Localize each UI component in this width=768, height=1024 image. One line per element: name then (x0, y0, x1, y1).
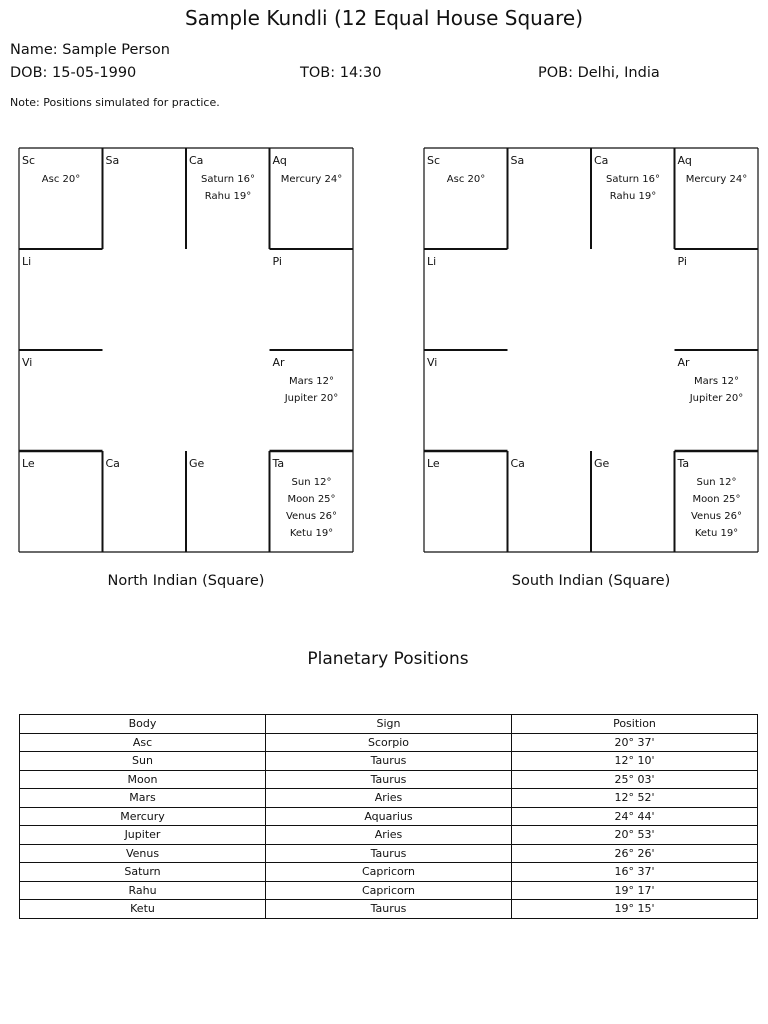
table-row (20, 826, 758, 845)
sign-cell: Taurus (266, 844, 512, 863)
house-sign-label: Ca (189, 154, 204, 167)
sign-cell: Scorpio (266, 733, 512, 752)
sign-cell: Capricorn (266, 881, 512, 900)
table-row (20, 733, 758, 752)
house-sign-label: Sa (105, 154, 120, 167)
position-cell: 19° 15' (512, 900, 758, 919)
planet-entry: Moon 25° (287, 494, 336, 505)
table-title: Planetary Positions (307, 649, 469, 669)
sign-cell: Taurus (266, 770, 512, 789)
body-cell: Saturn (20, 863, 266, 882)
planet-entry: Mercury 24° (685, 174, 748, 185)
body-cell: Rahu (20, 881, 266, 900)
house-sign-label: Li (22, 255, 32, 268)
planet-entry: Mercury 24° (280, 174, 343, 185)
position-cell: 20° 37' (512, 733, 758, 752)
house-sign-label: Aq (272, 154, 287, 167)
sign-cell: Aries (266, 826, 512, 845)
house-sign-label: Pi (677, 255, 687, 268)
planet-entry: Rahu 19° (609, 191, 657, 202)
table-row (20, 789, 758, 808)
position-cell: 25° 03' (512, 770, 758, 789)
sign-cell: Aries (266, 789, 512, 808)
position-cell: 26° 26' (512, 844, 758, 863)
page-title: Sample Kundli (12 Equal House Square) (184, 6, 584, 30)
planet-entry: Sun 12° (291, 477, 332, 488)
planet-entry: Mars 12° (289, 376, 334, 387)
sign-cell: Taurus (266, 752, 512, 771)
planet-entry: Venus 26° (690, 511, 742, 522)
house-sign-label: Sa (510, 154, 525, 167)
table-row (20, 900, 758, 919)
house-sign-label: Ar (272, 356, 285, 369)
house-sign-label: Ca (594, 154, 609, 167)
house-sign-label: Ge (594, 457, 610, 470)
planet-entry: Ketu 19° (694, 528, 739, 539)
planet-entry: Asc 20° (41, 174, 81, 185)
planet-entry: Saturn 16° (201, 174, 255, 185)
house-sign-label: Aq (677, 154, 692, 167)
body-cell: Asc (20, 733, 266, 752)
house-sign-label: Li (427, 255, 437, 268)
house-sign-label: Ge (189, 457, 205, 470)
planet-entry: Asc 20° (446, 174, 486, 185)
position-cell: 19° 17' (512, 881, 758, 900)
south-indian-caption: South Indian (Square) (511, 573, 671, 589)
body-cell: Sun (20, 752, 266, 771)
north-indian-chart (19, 148, 353, 552)
house-sign-label: Ca (510, 457, 525, 470)
table-row (20, 881, 758, 900)
house-sign-label: Sc (427, 154, 441, 167)
house-sign-label: Le (22, 457, 35, 470)
body-cell: Mars (20, 789, 266, 808)
column-header-position: Position (512, 715, 758, 734)
planet-entry: Saturn 16° (606, 174, 660, 185)
body-cell: Moon (20, 770, 266, 789)
position-cell: 12° 52' (512, 789, 758, 808)
body-cell: Jupiter (20, 826, 266, 845)
table-row (20, 807, 758, 826)
north-indian-caption: North Indian (Square) (107, 573, 265, 589)
column-header-body: Body (20, 715, 266, 734)
table-header-row (20, 715, 758, 734)
house-sign-label: Vi (22, 356, 33, 369)
sign-cell: Taurus (266, 900, 512, 919)
planet-entry: Venus 26° (285, 511, 337, 522)
pob-field: POB: Delhi, India (538, 65, 660, 81)
house-sign-label: Le (427, 457, 440, 470)
sign-cell: Aquarius (266, 807, 512, 826)
table-row (20, 863, 758, 882)
table-row (20, 844, 758, 863)
body-cell: Ketu (20, 900, 266, 919)
house-sign-label: Ta (677, 457, 690, 470)
planetary-positions-table (19, 714, 758, 919)
planet-entry: Sun 12° (696, 477, 737, 488)
column-header-sign: Sign (266, 715, 512, 734)
south-indian-chart (424, 148, 758, 552)
house-sign-label: Ca (105, 457, 120, 470)
house-sign-label: Vi (427, 356, 438, 369)
house-sign-label: Ar (677, 356, 690, 369)
house-sign-label: Pi (272, 255, 282, 268)
planet-entry: Ketu 19° (289, 528, 334, 539)
planet-entry: Mars 12° (694, 376, 739, 387)
planet-entry: Rahu 19° (204, 191, 252, 202)
position-cell: 12° 10' (512, 752, 758, 771)
table-row (20, 752, 758, 771)
position-cell: 24° 44' (512, 807, 758, 826)
house-sign-label: Ta (272, 457, 285, 470)
tob-field: TOB: 14:30 (300, 65, 382, 81)
planet-entry: Jupiter 20° (689, 393, 744, 404)
position-cell: 16° 37' (512, 863, 758, 882)
house-sign-label: Sc (22, 154, 36, 167)
body-cell: Mercury (20, 807, 266, 826)
position-cell: 20° 53' (512, 826, 758, 845)
planet-entry: Moon 25° (692, 494, 741, 505)
name-field: Name: Sample Person (10, 42, 170, 58)
dob-field: DOB: 15-05-1990 (10, 65, 137, 81)
table-row (20, 770, 758, 789)
sign-cell: Capricorn (266, 863, 512, 882)
practice-note: Note: Positions simulated for practice. (10, 96, 220, 109)
planet-entry: Jupiter 20° (284, 393, 339, 404)
body-cell: Venus (20, 844, 266, 863)
